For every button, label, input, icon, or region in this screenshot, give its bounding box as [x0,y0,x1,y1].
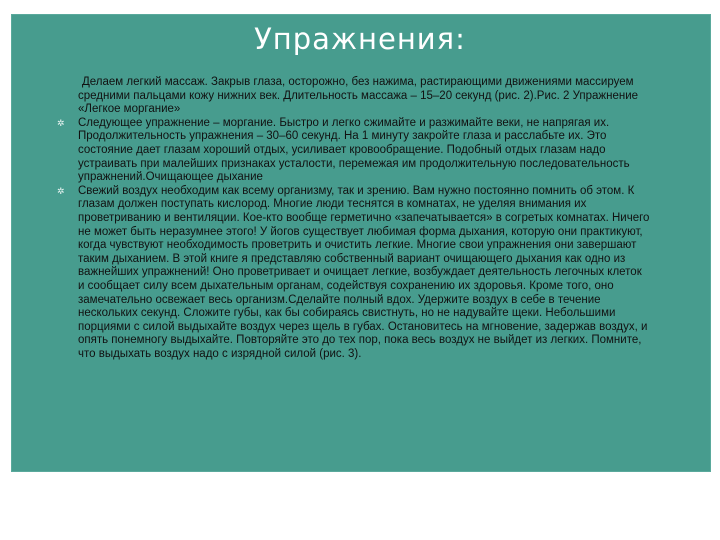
bullet-icon: ✲ [57,185,65,196]
paragraph-massage [78,76,650,117]
slide-title: Упражнения: [254,22,466,56]
slide-body [57,76,650,361]
bullet-icon: ✲ [57,117,65,128]
paragraph-text: Свежий воздух необходим как всему организму, так и зрению. Вам нужно постоянно помнить об этом. К глазам должен поступать кислород. Многие люди теснятся в комнатах, не уделяя внимания их проветриванию и вентиляции. Кое-кто вообще герметично «запечатывается» в согретых комнатах. Ничего не может быть неразумнее этого! У йогов существует любимая форма дыхания, которую они практикуют, когда чувствуют необходимость проветрить и очистить легкие. Многие свои упражнения они завершают таким дыханием. В этой книге я представляю собственный вариант очищающего дыхания как одно из важнейших упражнений! Оно проветривает и очищает легкие, возбуждает деятельность легочных клеток и сообщает силу всем дыхательным органам, содействуя сохранению их здоровья. Кроме того, оно замечательно освежает весь организм.Сделайте полный вдох. Удержите воздух в себе в течение нескольких секунд. Сложите губы, как бы собираясь свистнуть, но не надувайте щеки. Небольшими порциями с силой выдыхайте воздух через щель в губах. Остановитесь на мгновение, задержав воздух, и опять понемногу выдыхайте. Повторяйте это до тех пор, пока весь воздух не выйдет из легких. Помните, что выдыхать воздух надо с изрядной силой (рис. 3). [78,184,650,360]
paragraph-text: Делаем легкий массаж. Закрыв глаза, осторожно, без нажима, растирающими движениями массируем средними пальцами кожу нижних век. Длительность массажа – 15–20 секунд (рис. 2).Рис. 2 Упражнение «Легкое моргание» [78,76,639,116]
paragraph-text: Следующее упражнение – моргание. Быстро и легко сжимайте и разжимайте веки, не напрягая их. Продолжительность упражнения – 30–60 секунд. На 1 минуту закройте глаза и расслабьте их. Это состояние дает глазам хороший отдых, усиливает кровообращение. Подобный отдых глазам надо устраивать при малейших признаках усталости, перемежая им продолжительную последовательность упражнений.Очищающее дыхание [78,116,630,184]
paragraph-blinking [57,116,650,185]
paragraph-breathing [57,184,650,362]
